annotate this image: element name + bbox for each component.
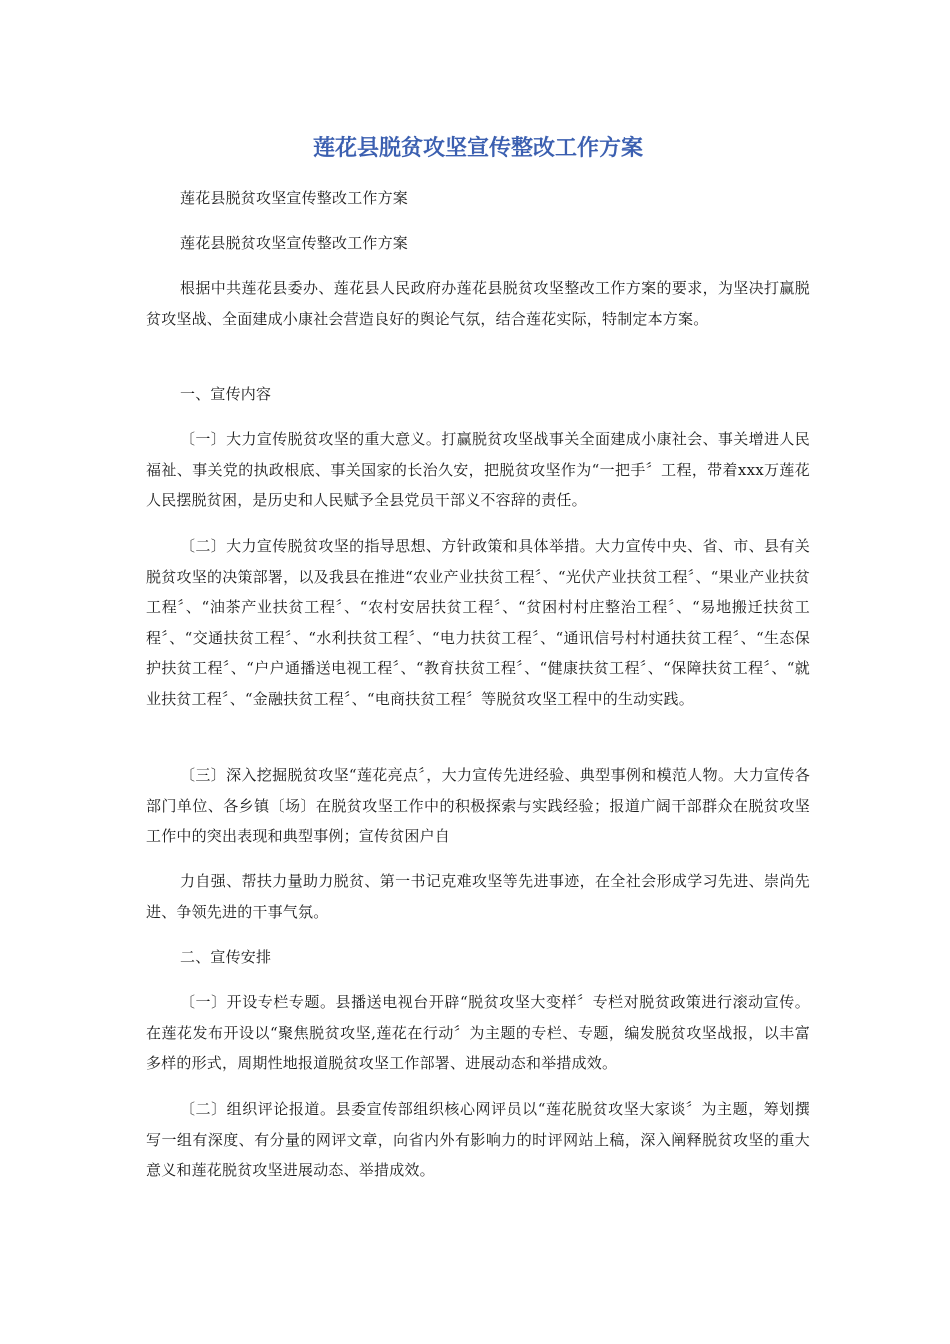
paragraph-1-1: 〔一〕大力宣传脱贫攻坚的重大意义。打赢脱贫攻坚战事关全面建成小康社会、事关增进人民福祉、事关党的执政根底、事关国家的长治久安，把脱贫攻坚作为“一把手〞工程，带着xxx万莲花人民摆脱贫困，是历史和人民赋予全县党员干部义不容辞的责任。 — [146, 430, 810, 509]
section-heading-2: 二、宣传安排 — [180, 948, 272, 966]
subtitle-line-2: 莲花县脱贫攻坚宣传整改工作方案 — [180, 234, 409, 252]
paragraph-1-2: 〔二〕大力宣传脱贫攻坚的指导思想、方针政策和具体举措。大力宣传中央、省、市、县有关脱贫攻坚的决策部署，以及我县在推进“农业产业扶贫工程〞、“光伏产业扶贫工程〞、“果业产业扶贫工程〞、“油茶产业扶贫工程〞、“农村安居扶贫工程〞、“贫困村村庄整治工程〞、“易地搬迁扶贫工程〞、“交通扶贫工程〞、“水利扶贫工程〞、“电力扶贫工程〞、“通讯信号村村通扶贫工程〞、“生态保护扶贫工程〞、“户户通播送电视工程〞、“教育扶贫工程〞、“健康扶贫工程〞、“保障扶贫工程〞、“就业扶贫工程〞、“金融扶贫工程〞、“电商扶贫工程〞等脱贫攻坚工程中的生动实践。 — [146, 537, 810, 708]
paragraph-1-3: 〔三〕深入挖掘脱贫攻坚“莲花亮点〞，大力宣传先进经验、典型事例和模范人物。大力宣传各部门单位、各乡镇〔场〕在脱贫攻坚工作中的积极探索与实践经验；报道广阔干部群众在脱贫攻坚工作中的突出表现和典型事例；宣传贫困户自 — [146, 766, 810, 845]
paragraph-1-3-continued: 力自强、帮扶力量助力脱贫、第一书记克难攻坚等先进事迹，在全社会形成学习先进、崇尚先进、争领先进的干事气氛。 — [146, 872, 810, 921]
section-heading-1: 一、宣传内容 — [180, 385, 272, 403]
intro-paragraph: 根据中共莲花县委办、莲花县人民政府办莲花县脱贫攻坚整改工作方案的要求，为坚决打赢脱贫攻坚战、全面建成小康社会营造良好的舆论气氛，结合莲花实际，特制定本方案。 — [146, 279, 810, 328]
subtitle-line-1: 莲花县脱贫攻坚宣传整改工作方案 — [180, 189, 409, 207]
paragraph-2-2: 〔二〕组织评论报道。县委宣传部组织核心网评员以“莲花脱贫攻坚大家谈〞为主题，筹划撰写一组有深度、有分量的网评文章，向省内外有影响力的时评网站上稿，深入阐释脱贫攻坚的重大意义和莲花脱贫攻坚进展动态、举措成效。 — [146, 1100, 810, 1179]
document-title: 莲花县脱贫攻坚宣传整改工作方案 — [312, 136, 643, 161]
paragraph-2-1: 〔一〕开设专栏专题。县播送电视台开辟“脱贫攻坚大变样〞专栏对脱贫政策进行滚动宣传。在莲花发布开设以“聚焦脱贫攻坚,莲花在行动〞为主题的专栏、专题，编发脱贫攻坚战报，以丰富多样的形式，周期性地报道脱贫攻坚工作部署、进展动态和举措成效。 — [146, 993, 810, 1072]
